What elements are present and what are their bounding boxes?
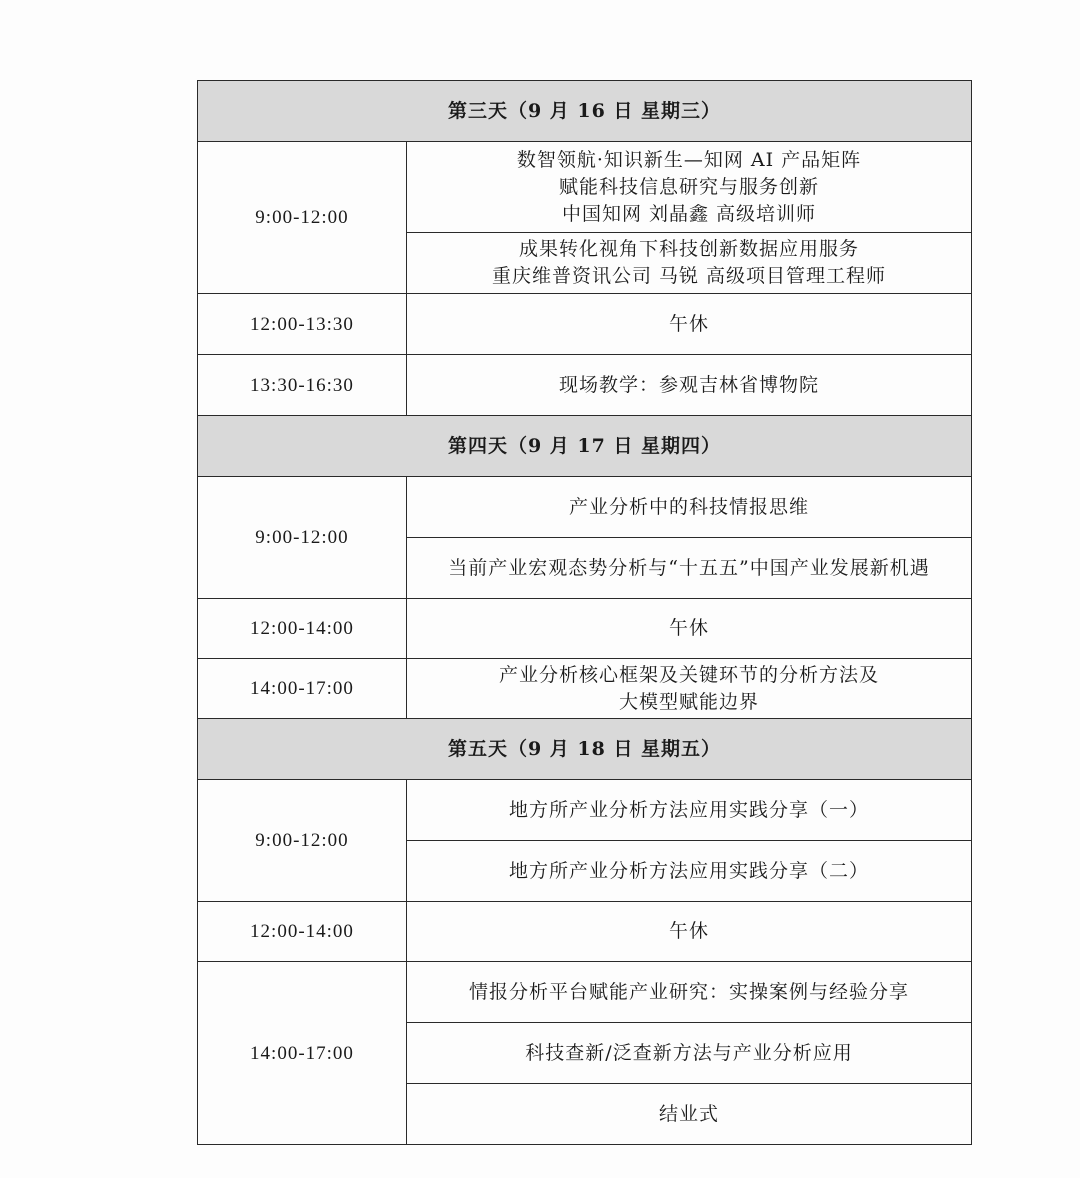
session-cell: 午休	[407, 599, 972, 659]
time-cell: 12:00-14:00	[198, 902, 407, 962]
session-cell: 地方所产业分析方法应用实践分享（一）	[407, 780, 972, 841]
table-row	[198, 477, 972, 538]
table-row	[198, 902, 972, 962]
session-cell	[407, 142, 972, 233]
table-row	[198, 659, 972, 719]
table-row	[198, 962, 972, 1023]
time-cell: 13:30-16:30	[198, 355, 407, 416]
session-line: 赋能科技信息研究与服务创新	[558, 175, 819, 198]
session-line: 中国知网 刘晶鑫 高级培训师	[561, 202, 817, 225]
session-line: 重庆维普资讯公司 马锐 高级项目管理工程师	[491, 265, 887, 287]
session-cell: 现场教学：参观吉林省博物院	[407, 355, 972, 416]
table-row	[198, 142, 972, 233]
table-row	[198, 355, 972, 416]
time-cell: 9:00-12:00	[198, 780, 407, 902]
day-header-row	[198, 416, 972, 477]
time-cell: 9:00-12:00	[198, 477, 407, 599]
session-cell: 科技查新/泛查新方法与产业分析应用	[407, 1023, 972, 1084]
table-row	[198, 294, 972, 355]
table-row	[198, 599, 972, 659]
time-cell: 9:00-12:00	[198, 142, 407, 294]
session-line: 产业分析核心框架及关键环节的分析方法及	[498, 663, 879, 686]
time-cell: 14:00-17:00	[198, 659, 407, 719]
session-cell	[407, 659, 972, 719]
day-header: 第五天（9 月 18 日 星期五）	[198, 719, 972, 780]
session-cell: 午休	[407, 902, 972, 962]
session-line: 数智领航·知识新生—知网 AI 产品矩阵	[516, 148, 862, 171]
session-cell: 地方所产业分析方法应用实践分享（二）	[407, 841, 972, 902]
session-cell: 情报分析平台赋能产业研究：实操案例与经验分享	[407, 962, 972, 1023]
session-cell: 午休	[407, 294, 972, 355]
session-cell: 产业分析中的科技情报思维	[407, 477, 972, 538]
schedule-table	[197, 80, 972, 1145]
day-header: 第三天（9 月 16 日 星期三）	[198, 81, 972, 142]
session-line: 成果转化视角下科技创新数据应用服务	[518, 238, 859, 260]
table-row	[198, 780, 972, 841]
day-header-row	[198, 81, 972, 142]
session-cell: 结业式	[407, 1084, 972, 1145]
time-cell: 12:00-14:00	[198, 599, 407, 659]
time-cell: 12:00-13:30	[198, 294, 407, 355]
session-cell: 当前产业宏观态势分析与“十五五”中国产业发展新机遇	[407, 538, 972, 599]
session-line: 大模型赋能边界	[618, 690, 759, 713]
session-cell	[407, 233, 972, 294]
time-cell: 14:00-17:00	[198, 962, 407, 1145]
day-header: 第四天（9 月 17 日 星期四）	[198, 416, 972, 477]
day-header-row	[198, 719, 972, 780]
